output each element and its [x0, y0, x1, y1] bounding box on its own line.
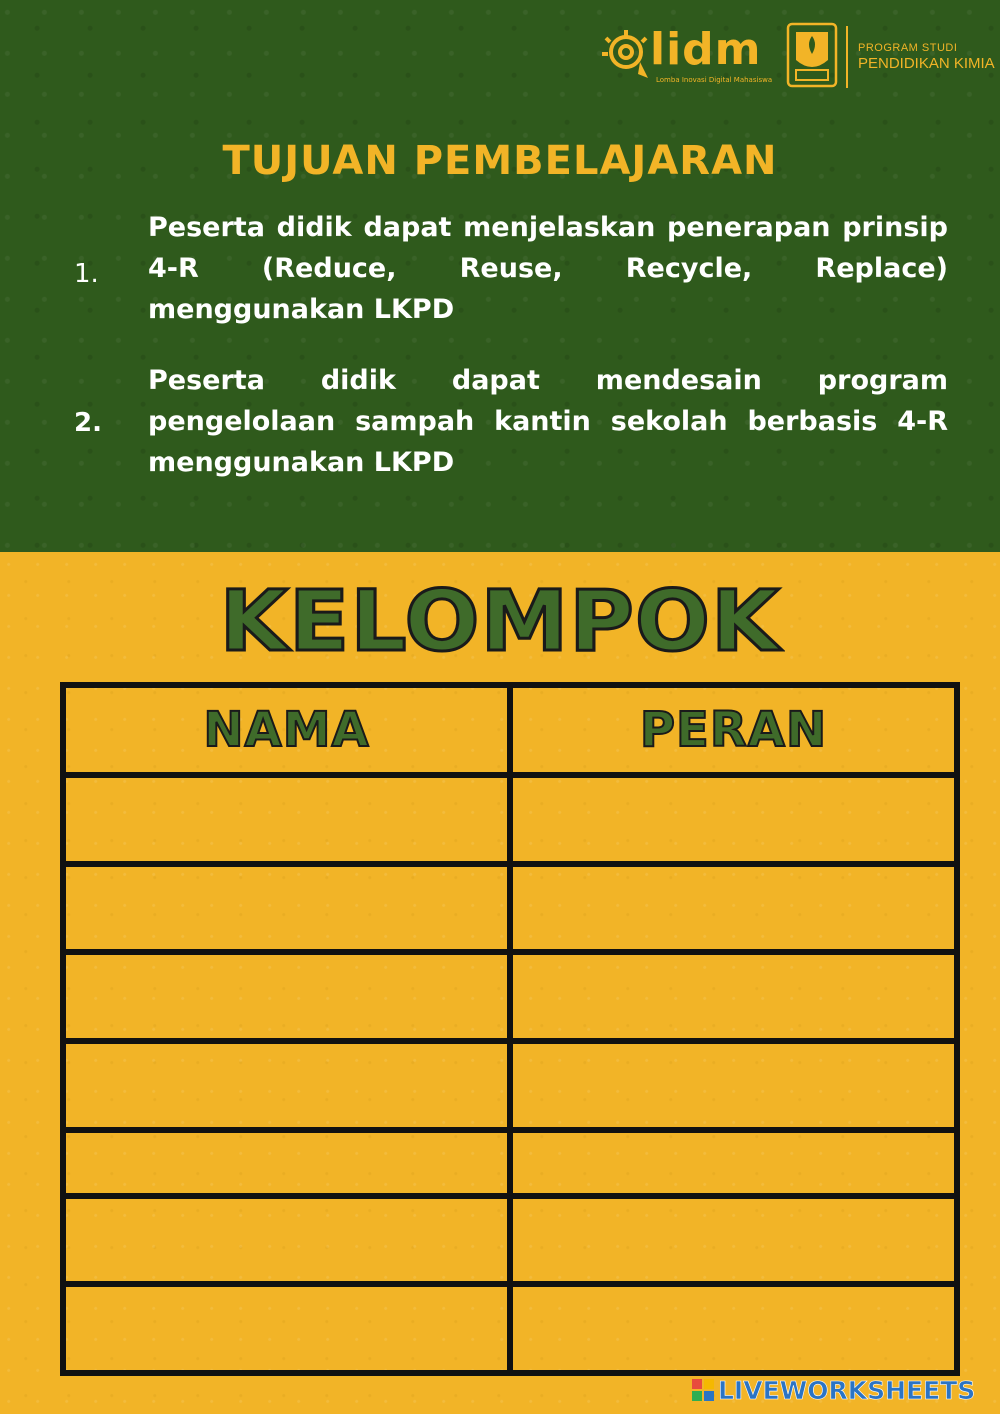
table-row — [63, 864, 957, 953]
objectives-title: TUJUAN PEMBELAJARAN — [222, 138, 778, 184]
table-row — [63, 1130, 957, 1196]
table-row — [63, 952, 957, 1041]
study-program-line2: PENDIDIKAN KIMIA — [858, 55, 995, 72]
group-table — [60, 682, 960, 1376]
peran-cell[interactable] — [510, 1196, 957, 1285]
table-row — [63, 1284, 957, 1373]
nama-cell[interactable] — [63, 952, 510, 1041]
lidm-wordmark: lidm — [650, 24, 762, 75]
objective-text: Peserta didik dapat menjelaskan penerapan prinsip 4-R (Reduce, Reuse, Recycle, Replace) menggunakan LKPD — [148, 212, 948, 325]
study-program-label — [858, 42, 995, 73]
liveworksheets-watermark — [692, 1374, 975, 1406]
uii-seal-icon — [786, 22, 838, 88]
nama-cell[interactable] — [63, 864, 510, 953]
group-table-header-row — [63, 685, 957, 775]
nama-cell[interactable] — [63, 775, 510, 864]
logo-divider — [846, 26, 848, 88]
objective-number: 1. — [74, 259, 99, 289]
table-row — [63, 1041, 957, 1130]
liveworksheets-text: LIVEWORKSHEETS — [718, 1375, 976, 1405]
column-header-nama: NAMA — [63, 685, 510, 775]
objective-number: 2. — [74, 408, 102, 438]
lidm-logo — [600, 24, 780, 90]
liveworksheets-logo-icon — [692, 1379, 714, 1401]
lightbulb-gear-icon — [600, 28, 652, 84]
nama-cell[interactable] — [63, 1284, 510, 1373]
lidm-tagline: Lomba Inovasi Digital Mahasiswa — [656, 76, 773, 84]
peran-cell[interactable] — [510, 1041, 957, 1130]
peran-cell[interactable] — [510, 775, 957, 864]
column-header-peran: PERAN — [510, 685, 957, 775]
peran-cell[interactable] — [510, 1130, 957, 1196]
study-program-line1: PROGRAM STUDI — [858, 42, 958, 54]
nama-cell[interactable] — [63, 1196, 510, 1285]
table-row — [63, 1196, 957, 1285]
nama-cell[interactable] — [63, 1130, 510, 1196]
nama-cell[interactable] — [63, 1041, 510, 1130]
peran-cell[interactable] — [510, 1284, 957, 1373]
peran-cell[interactable] — [510, 952, 957, 1041]
objective-text: Peserta didik dapat mendesain program pengelolaan sampah kantin sekolah berbasis 4-R menggunakan LKPD — [148, 365, 948, 478]
group-title — [0, 572, 1000, 670]
peran-cell[interactable] — [510, 864, 957, 953]
group-title-text: KELOMPOK — [219, 572, 781, 670]
table-row — [63, 775, 957, 864]
